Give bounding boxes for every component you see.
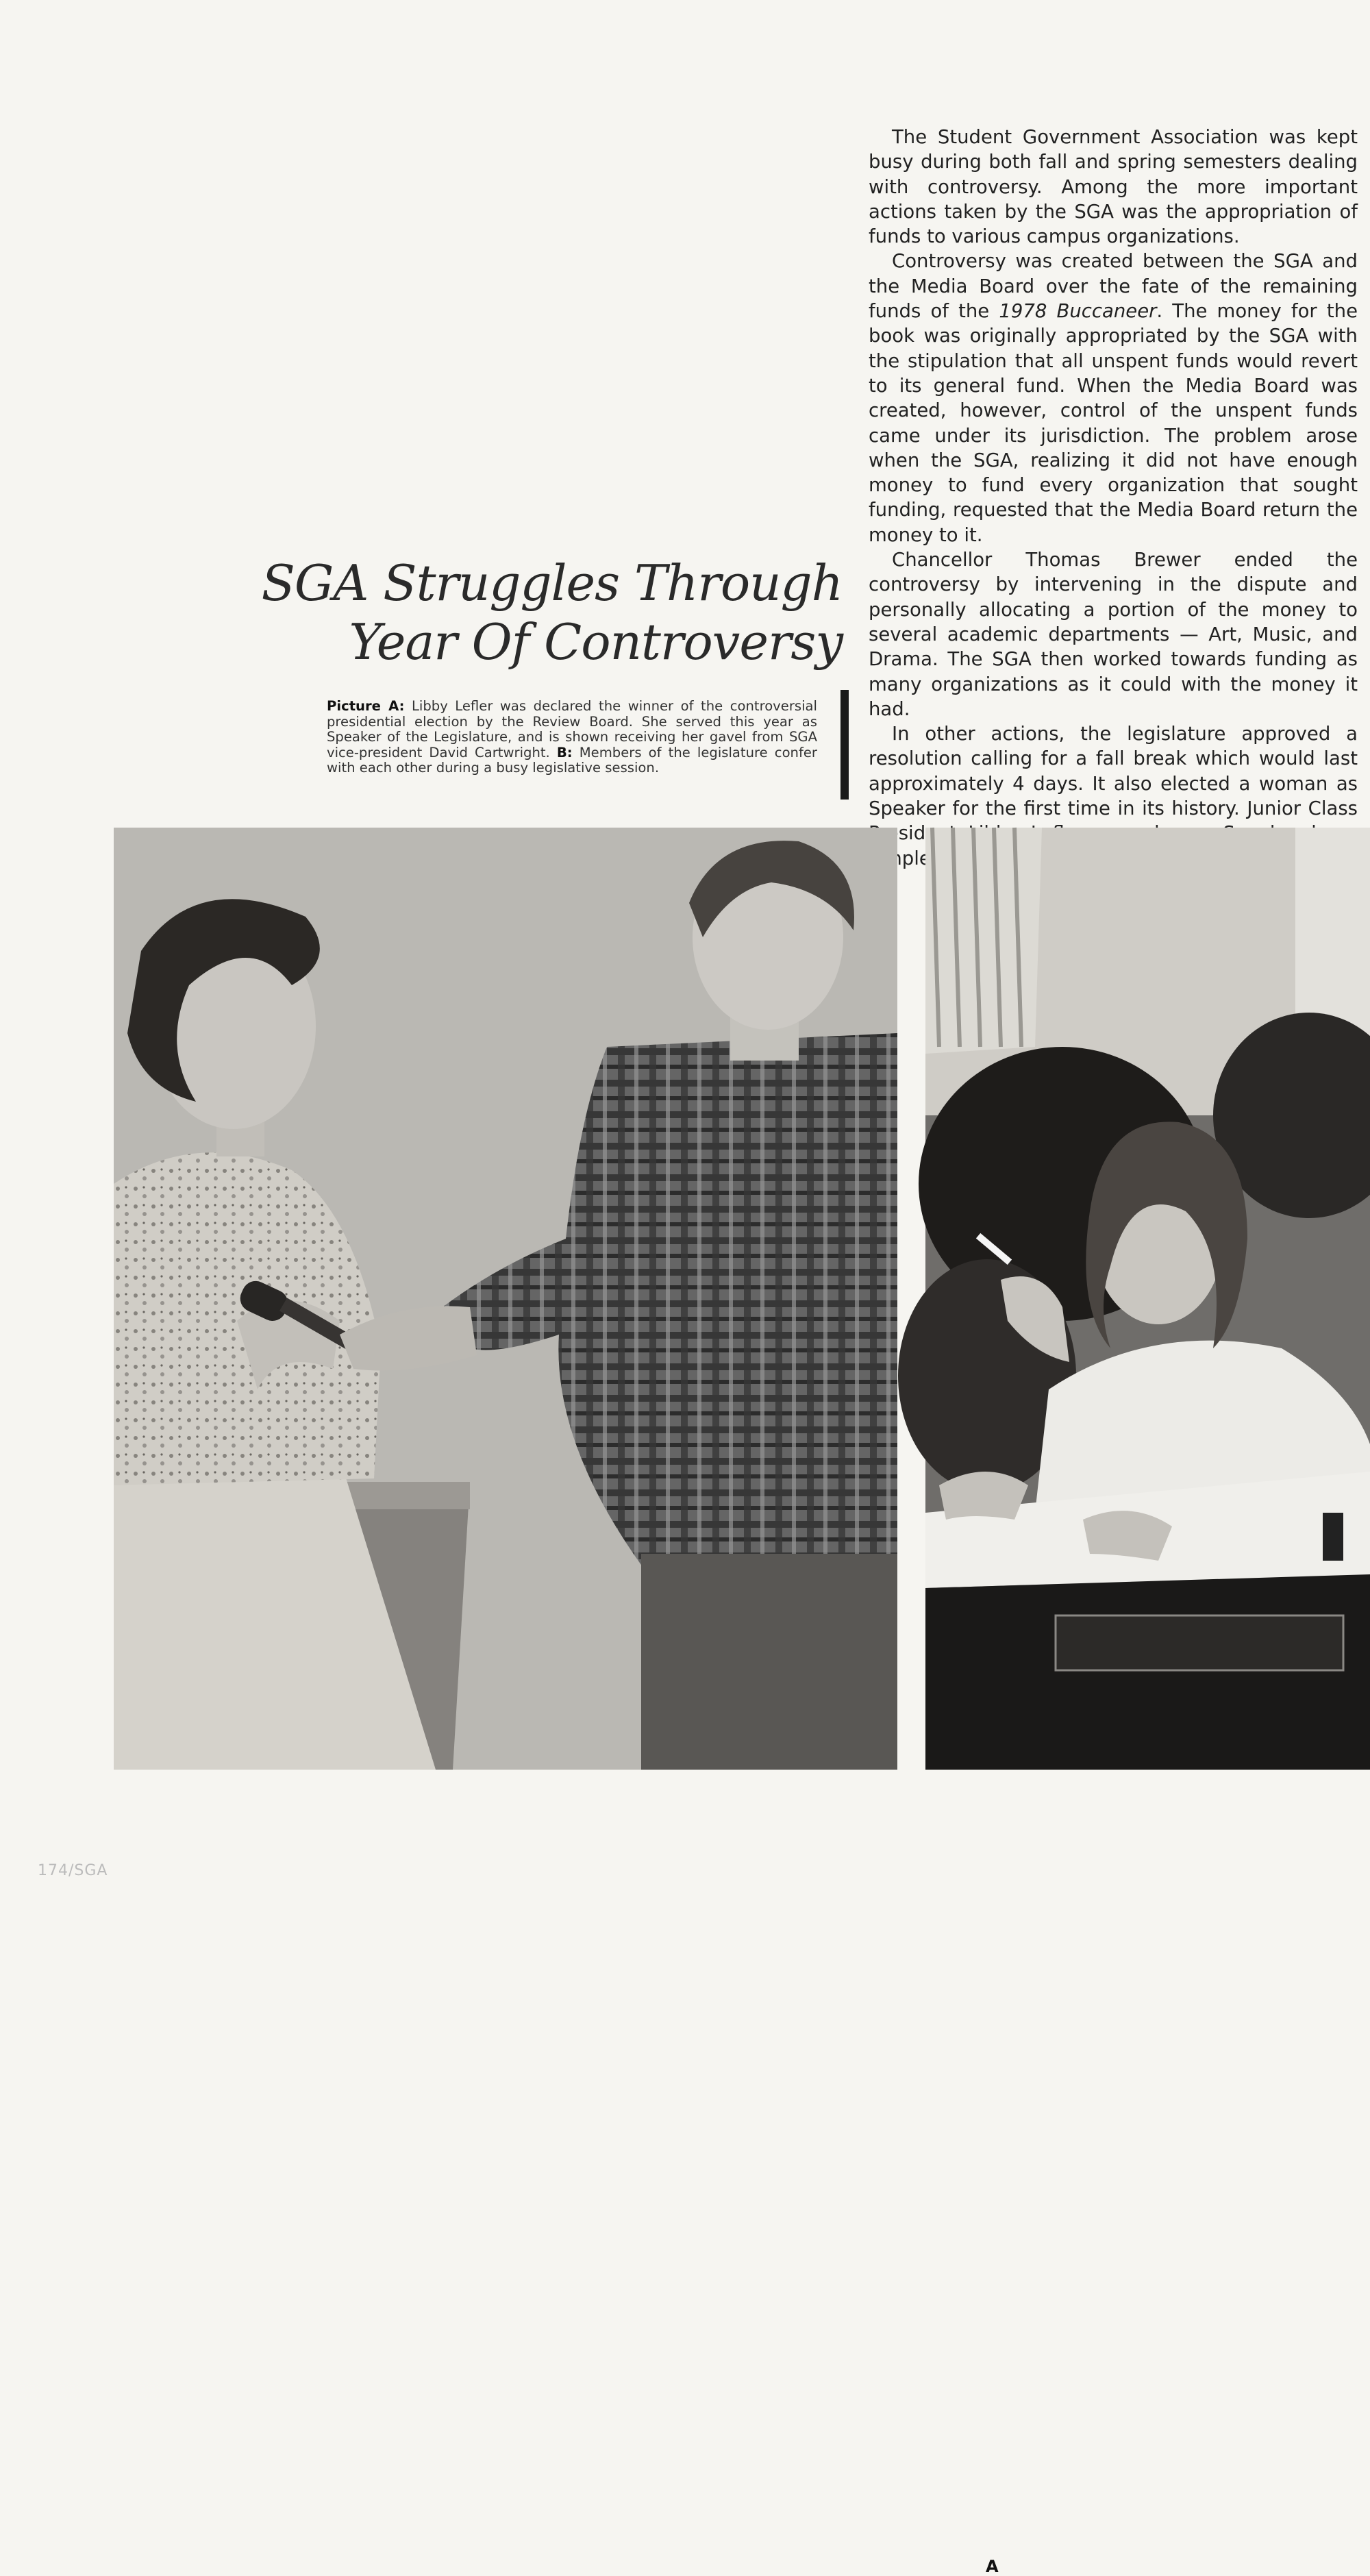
headline-line-2: Year Of Controversy [349,613,843,671]
photo-a-illustration [114,828,897,1770]
caption-rule [840,690,849,800]
article-paragraph-2-end: . The money for the book was originally appropriated by the SGA with the stipulation that all unspent funds would revert to its general fund. When the Media Board was created, however, control of the unspent funds came under its jurisdiction. The problem arose when the SGA, realizing it did not have enough money to fund every organization that sought funding, requested that the Media Board return the money to it. [869,300,1358,546]
article-paragraph-1: The Student Government Association was kept busy during both fall and spring semesters dealing with controversy. Among the more important actions taken by the SGA was the appropriation of funds to various campus organizations. [869,126,1358,248]
caption-label-b: B: [556,744,573,760]
headline-line-1: SGA Struggles Through [261,554,843,612]
photo-b-illustration [925,828,1370,1770]
article-paragraph-3: Chancellor Thomas Brewer ended the controversy by intervening in the dispute and personally allocating a portion of the money to several academic departments — Art, Music, and Drama. The SGA then worked towards funding as many organizations as it could with the money it had. [869,549,1358,720]
headline [260,554,843,671]
caption-label-a: Picture A: [327,698,405,714]
article-paragraph-4: In other actions, the legislature approved a resolution calling for a fall break which would last approximately 4 days. It also elected a woman as Speaker for the first time in its history. Junior Class President simple [869,723,1358,869]
photo-a-label: A [986,2557,999,2576]
photo-b-legislature-session [925,828,1370,1770]
book-title: 1978 Buccaneer [999,300,1157,323]
article-body [869,125,1358,871]
article-paragraph-2-start: Controversy was created between the SGA and the Media Board over the fate of the remaining funds of the [869,250,1358,323]
photo-caption [327,699,817,776]
caption-text-b: Members of the legislature confer with each other during a busy legislative session. [327,744,817,776]
page-folio: 174/SGA [38,1862,108,1879]
caption-text-a: Libby Lefler was declared the winner of the controversial presidential election by the Review Board. She served this year as Speaker of the Legislature, and is shown receiving her gavel from SGA vice-president David Cartwright. [327,698,817,760]
photo-a-gavel-handoff [114,828,999,2576]
article-paragraph-2 [869,249,1358,547]
